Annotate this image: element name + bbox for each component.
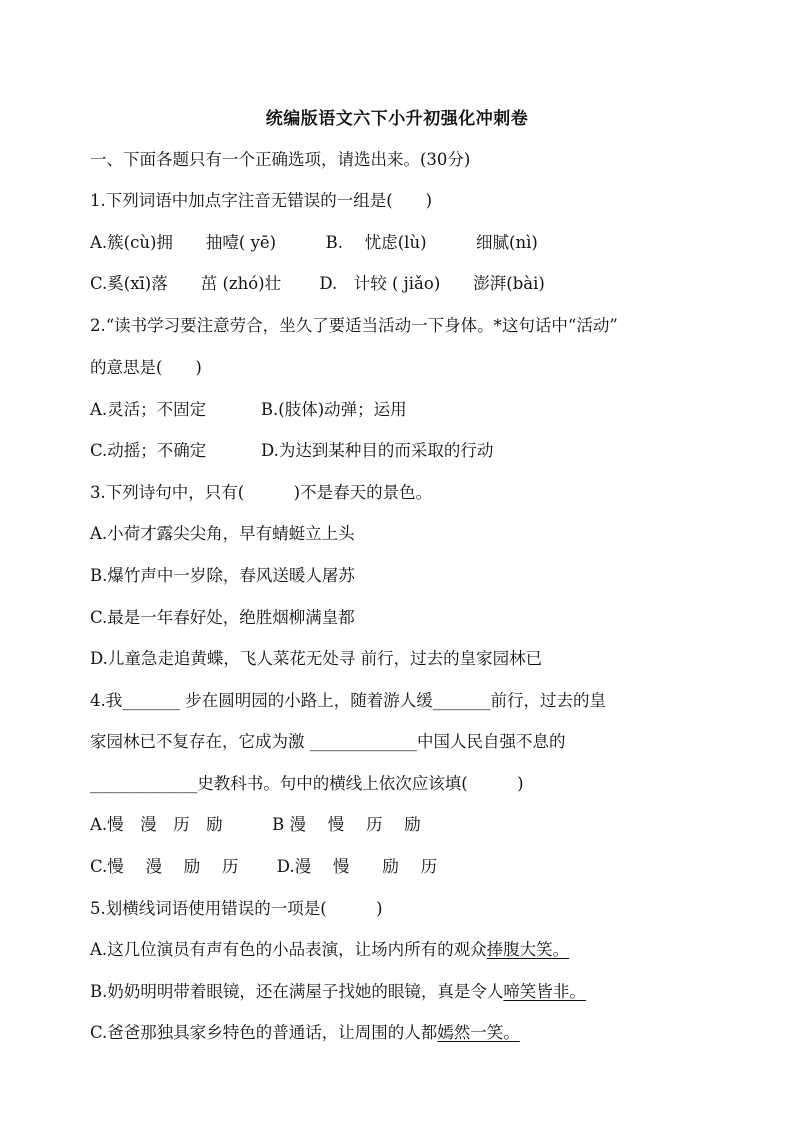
q4-stem-line-1: 4.我_______ 步在圆明园的小路上，随着游人缓_______前行，过去的皇 [90,691,606,710]
q5-stem: 5.划横线词语使用错误的一项是( ) [90,899,383,918]
q3-option-c: C.最是一年春好处，绝胜烟柳满皇都 [90,608,355,627]
q5-option-a-underlined: 捧腹大笑。 [486,940,570,959]
q4-stem-line-3: _____________史教科书。句中的横线上依次应该填( ) [90,774,524,793]
q5-option-a-text: A.这几位演员有声有色的小品表演，让场内所有的观众 [90,940,487,959]
q2-options-ab: A.灵活；不固定 B.(肢体)动弹；运用 [90,400,407,419]
q3-option-b: B.爆竹声中一岁除，春风送暖人屠苏 [90,566,355,585]
section-heading: 一、下面各题只有一个正确选项，请选出来。(30分) [90,150,471,169]
q5-option-b-text: B.奶奶明明带着眼镜，还在满屋子找她的眼镜，真是令人 [90,982,504,1001]
q2-stem-line-1: 2.“读书学习要注意劳合，坐久了要适当活动一下身体。*这句话中“活动” [90,316,618,335]
q5-option-b-underlined: 啼笑皆非。 [503,982,586,1001]
q1-options-ab: A.簇(cù)拥 抽噎( yē) B. 忧虑(lù) 细腻(nì) [90,233,538,252]
q5-option-c [90,1022,520,1044]
q5-option-c-text: C.爸爸那独具家乡特色的普通话，让周围的人都 [90,1023,438,1042]
q4-stem-line-2: 家园林已不复存在，它成为激 _____________中国人民自强不息的 [90,732,566,751]
q5-option-c-underlined: 嫣然一笑。 [437,1023,520,1042]
q4-options-ab: A.慢 漫 历 励 B 漫 慢 历 励 [90,815,421,834]
q5-option-b [90,981,586,1003]
q3-option-d: D.儿童急走追黄蝶，飞人菜花无处寻 前行，过去的皇家园林已 [90,649,543,668]
page-title: 统编版语文六下小升初强化冲刺卷 [265,109,529,129]
q5-option-a [90,939,569,961]
q1-options-cd: C.奚(xī)落 茁 (zhó)壮 D. 计较 ( jiǎo) 澎湃(bài) [90,274,545,293]
q3-option-a: A.小荷才露尖尖角，早有蜻蜓立上头 [90,524,355,543]
q4-options-cd: C.慢 漫 励 历 D.漫 慢 励 历 [90,857,438,876]
q2-stem-line-2: 的意思是( ) [90,358,202,377]
q2-options-cd: C.动摇；不确定 D.为达到某种目的而采取的行动 [90,441,494,460]
q1-stem: 1.下列词语中加点字注音无错误的一组是( ) [90,191,433,210]
q3-stem: 3.下列诗句中，只有( )不是春天的景色。 [90,483,433,502]
